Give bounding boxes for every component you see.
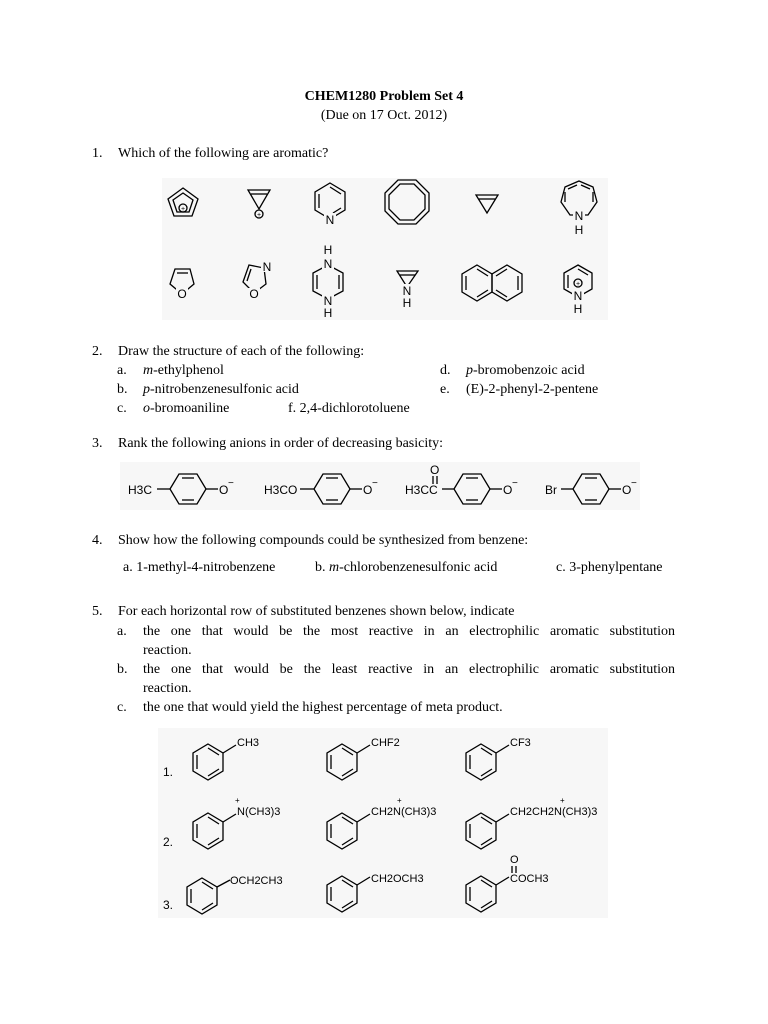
q5-item-a: a. the one that would be the most reactive in an electrophilic aromatic substitution <box>117 624 675 639</box>
charge-label: − <box>228 478 234 489</box>
toluene-structure <box>193 737 259 780</box>
substituent-label: COCH3 <box>510 873 549 885</box>
question-text: Which of the following are aromatic? <box>118 146 329 161</box>
carbonyl-oxygen-label: O <box>430 463 440 477</box>
substituent-label: CH2N(CH3)3 <box>371 806 437 818</box>
substituent-label: N(CH3)3 <box>237 806 281 818</box>
substituent-label: CH2OCH3 <box>371 873 424 885</box>
q5-item-b: b. the one that would be the least reactive in an electrophilic aromatic substitution <box>117 662 675 677</box>
oxide-label: O <box>219 483 229 497</box>
hydrogen-label: H <box>574 223 584 237</box>
hydrogen-label: H <box>323 243 333 257</box>
nitrogen-label: N <box>573 289 583 303</box>
difluoromethylbenzene-structure <box>327 737 400 780</box>
q2-item-d: d. p-bromobenzoic acid <box>440 363 585 378</box>
benzyl-methyl-ether-structure <box>327 873 424 912</box>
nitrogen-label: N <box>323 257 333 271</box>
q2-item-a: a. m-ethylphenol <box>117 363 224 378</box>
nitrogen-label: N <box>323 294 333 308</box>
question-text: Show how the following compounds could be synthesized from benzene: <box>118 533 529 548</box>
charge-label: + <box>397 796 402 805</box>
trifluoromethylbenzene-structure <box>466 737 531 780</box>
oxygen-label: O <box>177 287 187 301</box>
q2-item-c: c. o-bromoaniline <box>117 401 230 416</box>
question-text: Draw the structure of each of the following: <box>118 344 365 359</box>
hydrogen-label: H <box>323 306 333 320</box>
q2-item-b: b. p-nitrobenzenesulfonic acid <box>117 382 299 397</box>
oxide-label: O <box>503 483 513 497</box>
q5-item-a-cont: reaction. <box>143 643 192 658</box>
substituent-label: H3C <box>128 483 153 497</box>
plus-label: + <box>180 206 186 213</box>
oxide-label: O <box>363 483 373 497</box>
question-number: 2. <box>92 344 103 359</box>
q4-item-b: b. m-chlorobenzenesulfonic acid <box>315 560 498 575</box>
row-3-label: 3. <box>163 898 174 912</box>
substituent-label: CF3 <box>510 737 531 749</box>
benzyltrimethylammonium-structure <box>327 796 436 849</box>
question-text: Rank the following anions in order of decreasing basicity: <box>118 436 444 451</box>
plus-label: + <box>575 281 581 288</box>
charge-label: + <box>235 796 240 805</box>
due-date: (Due on 17 Oct. 2012) <box>320 108 448 123</box>
hydrogen-label: H <box>573 302 583 316</box>
acetophenone-structure <box>466 854 549 912</box>
row-2-label: 2. <box>163 835 174 849</box>
nitrogen-label: N <box>262 260 272 274</box>
nitrogen-label: N <box>325 213 335 227</box>
q4-item-a: a. 1-methyl-4-nitrobenzene <box>123 560 276 575</box>
nitrogen-label: N <box>574 209 584 223</box>
question-number: 4. <box>92 533 103 548</box>
substituent-label: CH2CH2N(CH3)3 <box>510 806 598 818</box>
trimethylanilinium-structure <box>193 796 280 849</box>
hydrogen-label: H <box>402 296 412 310</box>
charge-label: − <box>512 478 518 489</box>
substituent-label: CHF2 <box>371 737 400 749</box>
substituent-label: Br <box>545 483 557 497</box>
substituent-label: H3CC <box>405 483 438 497</box>
substituent-label: H3CO <box>264 483 298 497</box>
phenethyltrimethylammonium-structure <box>466 796 597 849</box>
plus-label: + <box>256 212 262 219</box>
question-text: For each horizontal row of substituted benzenes shown below, indicate <box>118 604 515 619</box>
row-1-label: 1. <box>163 765 174 779</box>
question-number: 1. <box>92 146 103 161</box>
nitrogen-label: N <box>402 284 412 298</box>
charge-label: − <box>372 478 378 489</box>
q4-item-c: c. 3-phenylpentane <box>556 560 663 575</box>
q5-item-b-cont: reaction. <box>143 681 192 696</box>
oxygen-label: O <box>249 287 259 301</box>
charge-label: + <box>560 796 565 805</box>
substituent-label: OCH2CH3 <box>230 875 283 887</box>
page-title: CHEM1280 Problem Set 4 <box>304 89 464 104</box>
question-number: 5. <box>92 604 103 619</box>
q5-item-c: c. the one that would yield the highest percentage of meta product. <box>117 700 503 715</box>
substituent-label: CH3 <box>237 737 260 749</box>
carbonyl-oxygen-label: O <box>510 854 519 866</box>
q2-item-e: e. (E)-2-phenyl-2-pentene <box>440 382 599 397</box>
oxide-label: O <box>622 483 632 497</box>
question-number: 3. <box>92 436 103 451</box>
q2-item-f: f. 2,4-dichlorotoluene <box>288 401 410 416</box>
charge-label: − <box>631 478 637 489</box>
ethoxybenzene-structure <box>187 875 283 914</box>
